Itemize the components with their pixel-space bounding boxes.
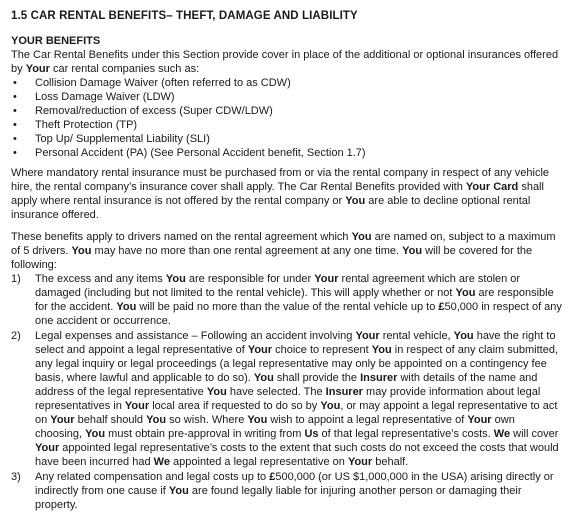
policy-document [11,9,563,513]
item-emphasis: Your [355,330,380,342]
item-number: 3) [11,471,21,483]
item-emphasis: Your [314,273,339,285]
coverage-item [11,470,563,512]
item-emphasis: Your [35,442,60,454]
item-text: are found legally liable for injuring another person or damaging their property. [35,485,522,511]
list-item-text: Theft Protection (TP) [35,119,138,131]
item-emphasis: Your [124,400,150,412]
para-emphasis: You [402,245,423,257]
item-emphasis: Insurer [325,386,363,398]
item-text: will cover [510,428,559,440]
item-text: appointed legal representative’s costs to the extent that such costs do not exceed the costs that would have been incurred had [35,442,559,468]
list-item-text: Removal/reduction of excess (Super CDW/LDW) [35,105,273,117]
para-text: shall apply where rental insurance is not offered by the rental company or [11,181,544,207]
intro-text: car rental companies such as: [49,63,200,75]
item-emphasis: Us [304,428,319,440]
coverage-item [11,272,563,328]
list-item [11,132,563,146]
para-text: Where mandatory rental insurance must be purchased from or via the rental company in respect of any vehicle hire, the rental company’s insurance cover shall apply. The Car Rental Benefits provided with [11,167,550,193]
para-emphasis: You [71,245,92,257]
item-text: Any related compensation and legal costs up to [35,471,270,483]
bullet-icon: • [13,77,17,89]
item-emphasis: You [146,414,167,426]
item-text: rental vehicle, [379,330,454,342]
item-emphasis: You [371,344,392,356]
item-number: 1) [11,273,21,285]
item-emphasis: Your [50,414,75,426]
coverage-list [11,272,563,512]
item-text: may provide information about legal representatives in [35,386,541,412]
item-text: of that legal representative’s costs. [318,428,494,440]
para-text: may have no more than one rental agreement at any one time. [91,245,403,257]
list-item [11,118,563,132]
item-emphasis: You [206,386,227,398]
intro-paragraph [11,48,563,76]
para-text: These benefits apply to drivers named on the rental agreement which [11,231,352,243]
item-emphasis: You [247,414,268,426]
item-emphasis: You [453,330,474,342]
list-item [11,76,563,90]
item-text: , or may appoint a legal representative to act on [35,400,558,426]
item-emphasis: You [320,400,341,412]
item-text: will be paid no more than the value of the rental vehicle up to [136,301,439,313]
item-text: are responsible for under [185,273,315,285]
item-text: 500,000 (or US $1,000,000 in the USA) arising directly or indirectly from one cause if [35,471,554,497]
insurance-types-list [11,76,563,160]
para-emphasis: You [345,195,366,207]
intro-text: The Car Rental Benefits under this Section provide cover in place of the additional or optional insurances offered by [11,49,559,75]
item-emphasis: You [85,428,106,440]
item-text: have selected. The [226,386,326,398]
item-emphasis: You [168,485,189,497]
item-text: choice to represent [272,344,372,356]
item-text: own choosing, [35,414,515,440]
list-item-text: Loss Damage Waiver (LDW) [35,91,175,103]
intro-emphasis: Your [25,63,50,75]
item-text: in respect of any claim submitted, any legal inquiry or legal proceedings (a legal representative may only be appointed on a contingency fee basis, where lawful and applicable to do so). [35,344,558,384]
item-text: with details of the name and address of the legal representative [35,372,538,398]
bullet-icon: • [13,105,17,117]
bullet-icon: • [13,119,17,131]
item-emphasis: Your [347,456,373,468]
item-emphasis: You [253,372,274,384]
list-item [11,146,563,160]
drivers-paragraph [11,230,563,272]
item-emphasis: We [153,456,170,468]
para-emphasis: You [351,231,372,243]
item-emphasis: You [165,273,186,285]
item-emphasis: You [116,301,137,313]
item-emphasis: You [455,287,476,299]
item-text: rental agreement which are stolen or damaged (including but not limited to the rental vehicle). This will apply whether or not [35,273,521,299]
subsection-heading: YOUR BENEFITS [11,35,101,47]
item-emphasis: Your [247,344,273,356]
coverage-item [11,329,563,469]
item-text: local area if requested to do so by [149,400,321,412]
mandatory-insurance-paragraph [11,166,563,222]
item-text: are responsible for the accident. [35,287,554,313]
list-item [11,104,563,118]
list-item-text: Top Up/ Supplemental Liability (SLI) [35,133,210,145]
bullet-icon: • [13,91,17,103]
item-emphasis: Your [467,414,492,426]
item-text: 50,000 in respect of any one accident or occurrence. [35,301,562,327]
item-emphasis: £ [438,301,445,313]
item-emphasis: Insurer [360,372,398,384]
para-text: are able to decline optional rental insurance offered. [11,195,531,221]
para-text: are named on, subject to a maximum of 5 drivers. [11,231,556,257]
item-emphasis: £ [269,471,276,483]
item-emphasis: We [493,428,511,440]
para-text: will be covered for the following: [11,245,533,271]
item-text: have the right to select and appoint a legal representative of [35,330,556,356]
bullet-icon: • [13,133,17,145]
bullet-icon: • [13,147,17,159]
item-text: behalf should [74,414,147,426]
item-text: Legal expenses and assistance – Following an accident involving [35,330,356,342]
list-item-text: Collision Damage Waiver (often referred to as CDW) [35,77,291,89]
item-text: shall provide the [273,372,361,384]
item-text: so wish. Where [166,414,248,426]
item-text: wish to appoint a legal representative of [267,414,468,426]
item-text: appointed a legal representative on [169,456,348,468]
list-item [11,90,563,104]
item-text: must obtain pre-approval in writing from [105,428,305,440]
para-emphasis: Your Card [465,181,519,193]
section-title: 1.5 CAR RENTAL BENEFITS– THEFT, DAMAGE AND LIABILITY [11,10,358,22]
item-text: The excess and any items [35,273,166,285]
item-number: 2) [11,330,21,342]
list-item-text: Personal Accident (PA) (See Personal Accident benefit, Section 1.7) [35,147,366,159]
item-text: behalf. [372,456,409,468]
